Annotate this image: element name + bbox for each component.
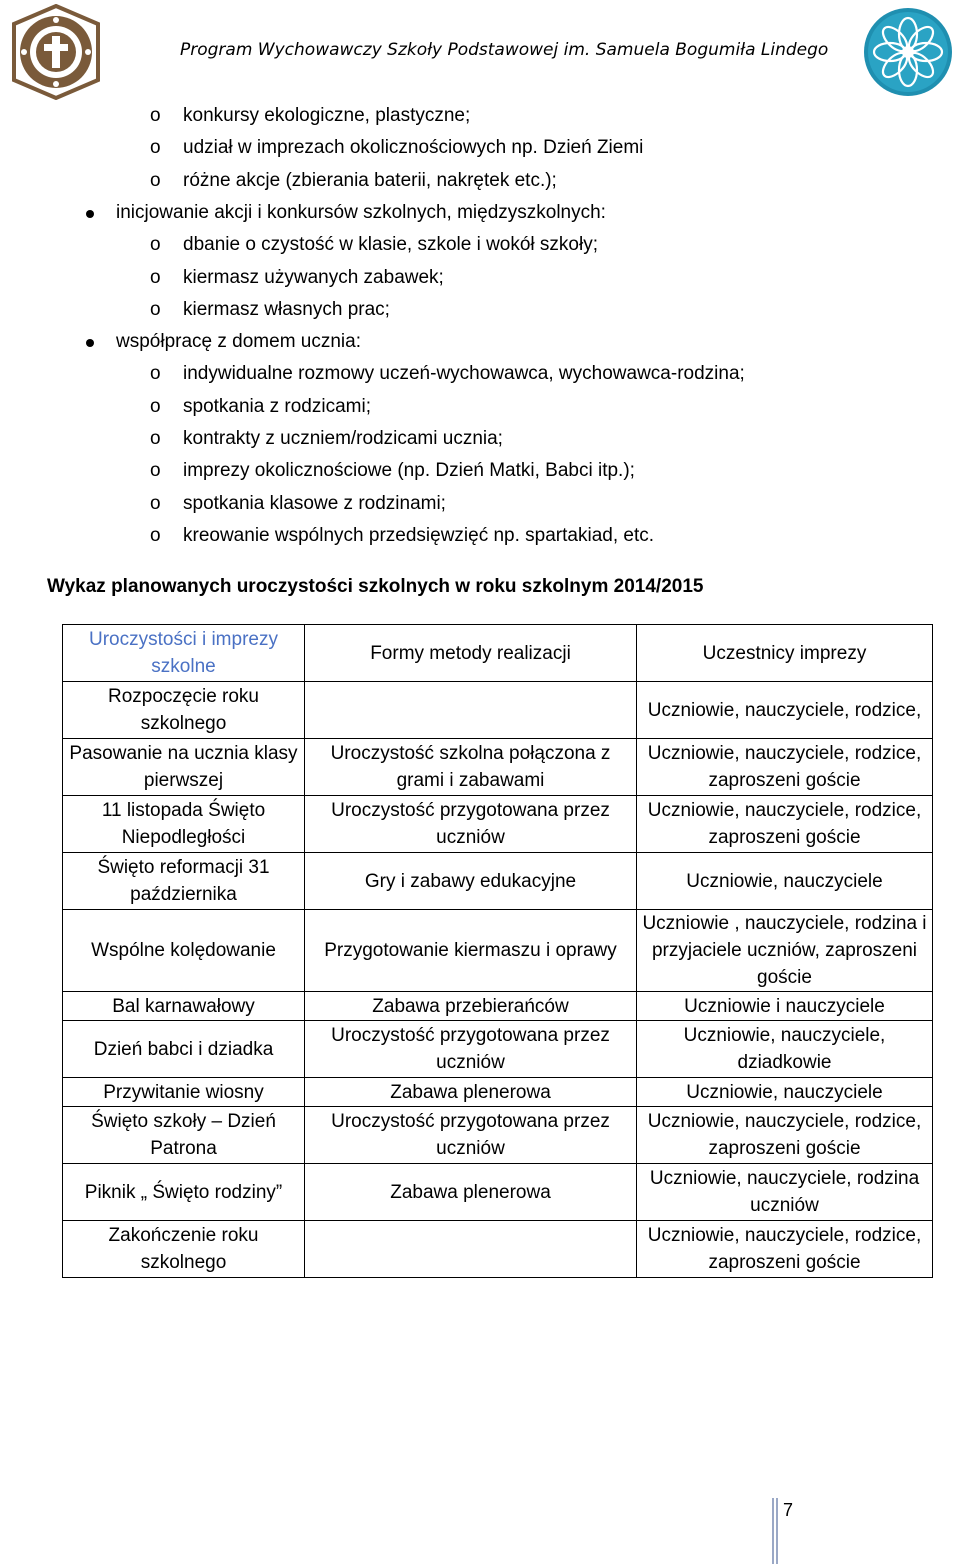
column-header: Formy metody realizacji bbox=[305, 625, 637, 682]
bullet-circle-marker: o bbox=[150, 267, 161, 288]
bullet-circle-marker: o bbox=[150, 363, 161, 384]
bullet-circle-marker: o bbox=[150, 525, 161, 546]
table-header-row bbox=[63, 625, 933, 682]
event-participants-cell: Uczniowie, nauczyciele, rodzice, zaproszeni goście bbox=[637, 1107, 933, 1164]
event-participants-cell: Uczniowie, nauczyciele, rodzice, zaproszeni goście bbox=[637, 796, 933, 853]
event-participants-cell: Uczniowie, nauczyciele bbox=[637, 853, 933, 910]
bullet-text: różne akcje (zbierania baterii, nakrętek etc.); bbox=[183, 170, 557, 191]
page-divider bbox=[772, 1498, 774, 1564]
table-row bbox=[63, 1221, 933, 1278]
event-name-cell: Święto szkoły – Dzień Patrona bbox=[63, 1107, 305, 1164]
table-row bbox=[63, 1021, 933, 1078]
bullet-circle-marker: o bbox=[150, 170, 161, 191]
bullet-text: dbanie o czystość w klasie, szkole i wokół szkoły; bbox=[183, 234, 598, 255]
event-form-cell: Uroczystość szkolna połączona z grami i zabawami bbox=[305, 739, 637, 796]
table-row bbox=[63, 1164, 933, 1221]
bullet-circle-marker: o bbox=[150, 493, 161, 514]
table-row bbox=[63, 682, 933, 739]
table-row bbox=[63, 739, 933, 796]
event-form-cell bbox=[305, 682, 637, 739]
bullet-text: kiermasz własnych prac; bbox=[183, 299, 390, 320]
event-participants-cell: Uczniowie, nauczyciele, rodzina uczniów bbox=[637, 1164, 933, 1221]
event-participants-cell: Uczniowie, nauczyciele, rodzice, bbox=[637, 682, 933, 739]
event-name-cell: Wspólne kolędowanie bbox=[63, 910, 305, 992]
event-name-cell: Bal karnawałowy bbox=[63, 992, 305, 1021]
bullet-dot-icon bbox=[86, 339, 94, 347]
bullet-text: imprezy okolicznościowe (np. Dzień Matki, Babci itp.); bbox=[183, 460, 635, 481]
bullet-text: udział w imprezach okolicznościowych np. Dzień Ziemi bbox=[183, 137, 644, 158]
bullet-circle-marker: o bbox=[150, 428, 161, 449]
event-form-cell: Przygotowanie kiermaszu i oprawy bbox=[305, 910, 637, 992]
table-row bbox=[63, 1078, 933, 1107]
event-participants-cell: Uczniowie, nauczyciele, dziadkowie bbox=[637, 1021, 933, 1078]
bullet-text: spotkania z rodzicami; bbox=[183, 396, 371, 417]
page-number: 7 bbox=[783, 1500, 794, 1520]
event-participants-cell: Uczniowie, nauczyciele, rodzice, zaproszeni goście bbox=[637, 1221, 933, 1278]
bullet-circle-marker: o bbox=[150, 137, 161, 158]
bullet-circle-marker: o bbox=[150, 299, 161, 320]
table-row bbox=[63, 1107, 933, 1164]
section-title: Wykaz planowanych uroczystości szkolnych w roku szkolnym 2014/2015 bbox=[47, 576, 704, 597]
bullet-circle-marker: o bbox=[150, 105, 161, 126]
bullet-text: indywidualne rozmowy uczeń-wychowawca, wychowawca-rodzina; bbox=[183, 363, 745, 384]
event-form-cell: Uroczystość przygotowana przez uczniów bbox=[305, 796, 637, 853]
event-name-cell: Pasowanie na ucznia klasy pierwszej bbox=[63, 739, 305, 796]
event-name-cell: Piknik „ Święto rodziny” bbox=[63, 1164, 305, 1221]
event-name-cell: Rozpoczęcie roku szkolnego bbox=[63, 682, 305, 739]
event-name-cell: Święto reformacji 31 października bbox=[63, 853, 305, 910]
bullet-text: konkursy ekologiczne, plastyczne; bbox=[183, 105, 471, 126]
event-form-cell: Uroczystość przygotowana przez uczniów bbox=[305, 1107, 637, 1164]
header-title: Program Wychowawczy Szkoły Podstawowej im. Samuela Bogumiła Lindego bbox=[180, 40, 829, 60]
bullet-text: kontrakty z uczniem/rodzicami ucznia; bbox=[183, 428, 503, 449]
event-participants-cell: Uczniowie, nauczyciele bbox=[637, 1078, 933, 1107]
event-participants-cell: Uczniowie , nauczyciele, rodzina i przyjaciele uczniów, zaproszeni goście bbox=[637, 910, 933, 992]
bullet-text: współpracę z domem ucznia: bbox=[116, 331, 361, 352]
column-header: Uroczystości i imprezy szkolne bbox=[63, 625, 305, 682]
events-table bbox=[62, 624, 933, 1278]
event-form-cell: Zabawa przebierańców bbox=[305, 992, 637, 1021]
bullet-circle-marker: o bbox=[150, 460, 161, 481]
event-name-cell: Zakończenie roku szkolnego bbox=[63, 1221, 305, 1278]
bullet-circle-marker: o bbox=[150, 396, 161, 417]
flower-mandala-logo bbox=[860, 4, 956, 100]
table-row bbox=[63, 796, 933, 853]
page-number-block bbox=[772, 1498, 802, 1558]
event-participants-cell: Uczniowie, nauczyciele, rodzice, zaproszeni goście bbox=[637, 739, 933, 796]
bullet-text: inicjowanie akcji i konkursów szkolnych, międzyszkolnych: bbox=[116, 202, 606, 223]
bullet-text: spotkania klasowe z rodzinami; bbox=[183, 493, 446, 514]
table-row bbox=[63, 853, 933, 910]
event-form-cell: Zabawa plenerowa bbox=[305, 1078, 637, 1107]
bullet-dot-icon bbox=[86, 210, 94, 218]
bullet-text: kreowanie wspólnych przedsięwzięć np. spartakiad, etc. bbox=[183, 525, 655, 546]
table-row bbox=[63, 910, 933, 992]
event-form-cell: Gry i zabawy edukacyjne bbox=[305, 853, 637, 910]
event-name-cell: Dzień babci i dziadka bbox=[63, 1021, 305, 1078]
table-row bbox=[63, 992, 933, 1021]
event-name-cell: Przywitanie wiosny bbox=[63, 1078, 305, 1107]
event-participants-cell: Uczniowie i nauczyciele bbox=[637, 992, 933, 1021]
bullet-circle-marker: o bbox=[150, 234, 161, 255]
bullet-text: kiermasz używanych zabawek; bbox=[183, 267, 444, 288]
event-form-cell: Zabawa plenerowa bbox=[305, 1164, 637, 1221]
event-name-cell: 11 listopada Święto Niepodległości bbox=[63, 796, 305, 853]
column-header: Uczestnicy imprezy bbox=[637, 625, 933, 682]
page-divider bbox=[776, 1498, 778, 1564]
school-emblem-logo bbox=[8, 4, 104, 100]
event-form-cell bbox=[305, 1221, 637, 1278]
event-form-cell: Uroczystość przygotowana przez uczniów bbox=[305, 1021, 637, 1078]
page-header bbox=[0, 0, 960, 100]
